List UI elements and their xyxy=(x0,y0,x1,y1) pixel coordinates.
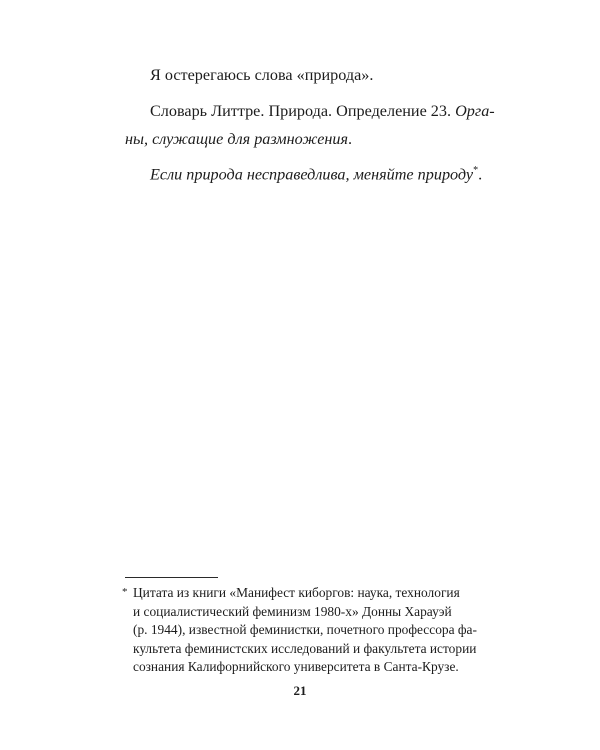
definition-italic-end: ны, служащие для размножения xyxy=(125,130,349,148)
quote-period: . xyxy=(478,165,483,184)
paragraph-1 xyxy=(125,61,475,89)
page-number: 21 xyxy=(293,683,307,698)
footnote-line-2: и социалистический феминизм 1980-х» Донны Харауэй xyxy=(133,603,452,619)
paragraph-2-line-1 xyxy=(125,97,495,125)
paragraph-1-text: Я остерегаюсь слова «природа». xyxy=(150,66,374,84)
footnote-line-1 xyxy=(122,583,482,603)
footnote-line-3: (р. 1944), известной феминистки, почетного профессора фа- xyxy=(133,622,477,638)
littre-definition-text: Словарь Литтре. Природа. Определение 23. xyxy=(150,102,456,120)
footnote-text-1: Цитата из книги «Манифест киборгов: наука, технология xyxy=(133,585,460,600)
paragraph-2 xyxy=(125,97,495,153)
paragraph-3-line-1 xyxy=(125,157,483,188)
footnote-reference[interactable]: * xyxy=(473,165,479,176)
footnote-line-5: сознания Калифорнийского университета в Санта-Крузе. xyxy=(133,659,459,675)
footnote-divider xyxy=(125,577,218,578)
footnote-line-4: культета феминистских исследований и факультета истории xyxy=(133,640,477,656)
definition-period: . xyxy=(348,130,353,148)
footnote xyxy=(122,583,482,677)
paragraph-3 xyxy=(125,157,483,188)
paragraph-2-line-2 xyxy=(125,125,475,153)
haraway-quote: Если природа несправедлива, меняйте природу xyxy=(150,165,474,184)
definition-italic-start: Орга- xyxy=(455,102,495,120)
footnote-marker: * xyxy=(122,586,128,598)
